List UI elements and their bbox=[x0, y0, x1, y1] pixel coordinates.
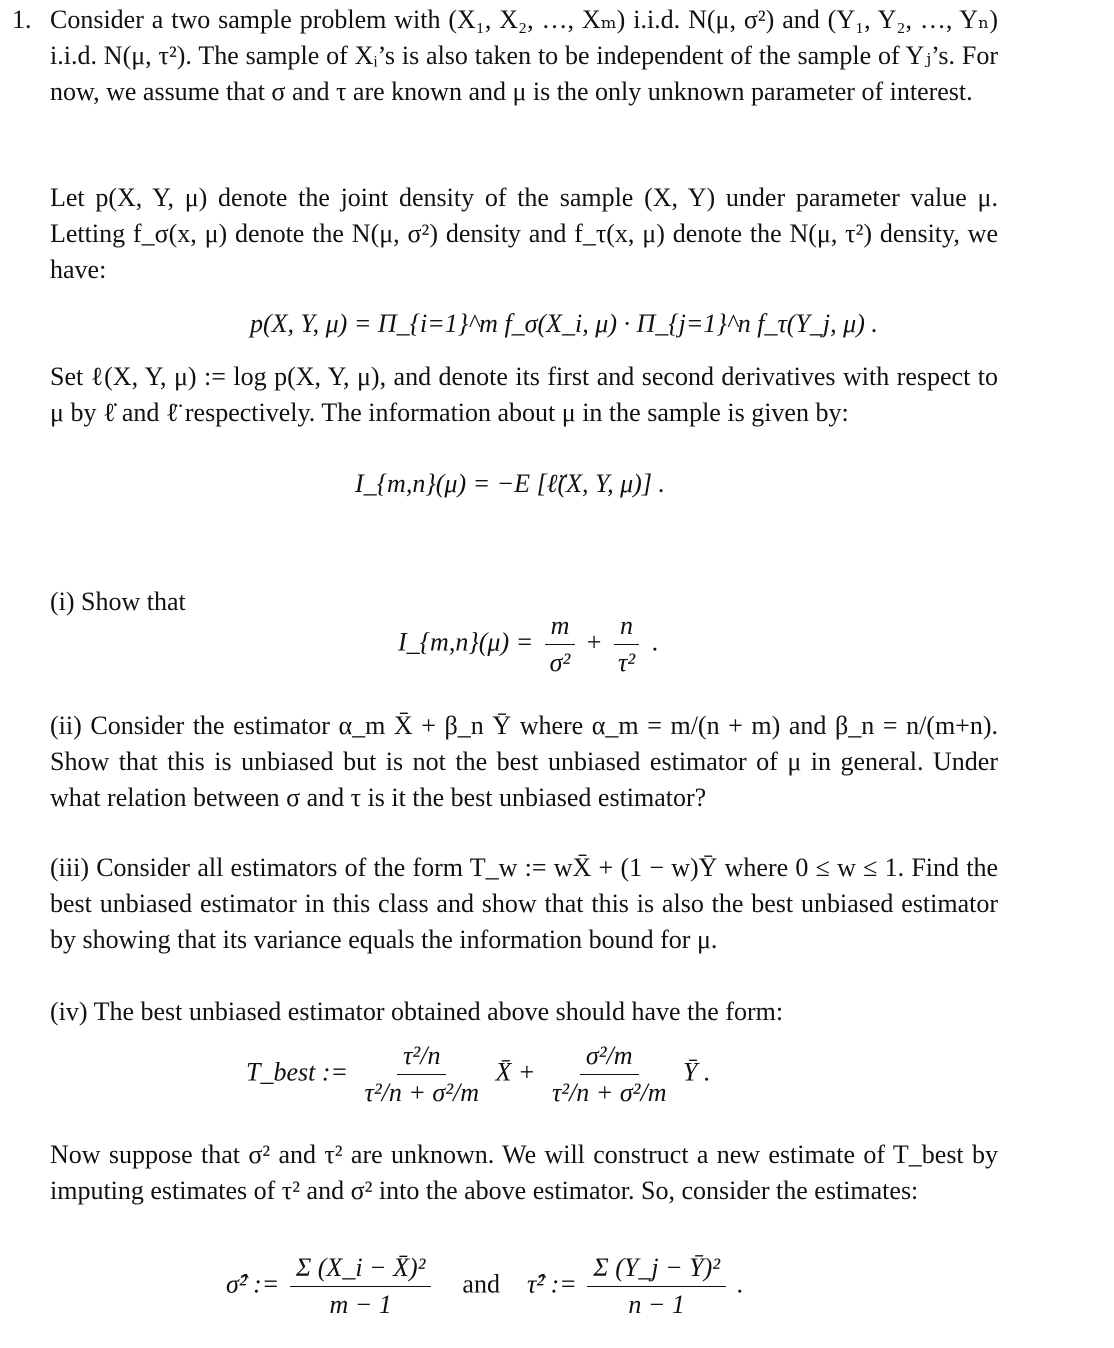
eq-best-lhs: T_best := bbox=[246, 1057, 349, 1087]
eq-best-mid: X̄ + bbox=[495, 1057, 536, 1087]
loglik-paragraph: Set ℓ(X, Y, μ) := log p(X, Y, μ), and denote its first and second derivatives with respect to μ by ℓ̇ and ℓ̈ respectively. The information about μ in the sample is given by: bbox=[50, 362, 998, 427]
eq-est-sigma-fraction bbox=[290, 1252, 432, 1321]
problem-intro: Consider a two sample problem with (X₁, X₂, …, Xₘ) i.i.d. N(μ, σ²) and (Y₁, Y₂, …, Yₙ) i.i.d. N(μ, τ²). The sample of Xᵢ’s is also taken to be independent of the sample of Yⱼ’s. For now, we assume that σ and τ are known and μ is the only unknown parameter of interest. bbox=[50, 5, 998, 106]
eq-best-f1-den: τ²/n + σ²/m bbox=[364, 1078, 480, 1107]
eq-est-sig-lhs: σ̂² := bbox=[226, 1269, 280, 1299]
eq-i-fraction-m bbox=[544, 610, 577, 679]
equation-t-best bbox=[246, 1040, 710, 1109]
part-iii-paragraph: (iii) Consider all estimators of the form T_w := wX̄ + (1 − w)Ȳ where 0 ≤ w ≤ 1. Find the best unbiased estimator in this class and show that this is also the best unbiased estimator by showing that its variance equals the information bound for μ. bbox=[50, 853, 998, 954]
problem-number: 1. bbox=[12, 5, 32, 34]
eq-i-fraction-n bbox=[612, 610, 641, 679]
equation-part-i bbox=[398, 610, 658, 679]
eq-best-fraction-x bbox=[359, 1040, 486, 1109]
eq-i-plus: + bbox=[586, 627, 602, 657]
eq-i-end: . bbox=[651, 627, 659, 657]
eq-i-frac1-den: σ² bbox=[549, 648, 571, 677]
eq-i-frac1-num: m bbox=[545, 610, 576, 645]
equation-joint-density: p(X, Y, μ) = Π_{i=1}^m f_σ(X_i, μ) · Π_{j=1}^n f_τ(Y_j, μ) . bbox=[250, 309, 878, 338]
eq-i-lhs: I_{m,n}(μ) = bbox=[398, 627, 534, 657]
eq-est-sig-den: m − 1 bbox=[329, 1290, 392, 1319]
eq-best-f2-num: σ²/m bbox=[580, 1040, 639, 1075]
unknown-variance-paragraph: Now suppose that σ² and τ² are unknown. We will construct a new estimate of T_best by imputing estimates of τ² and σ² into the above estimator. So, consider the estimates: bbox=[50, 1140, 998, 1205]
eq-best-f1-num: τ²/n bbox=[397, 1040, 446, 1075]
equation-information: I_{m,n}(μ) = −E [ℓ̈(X, Y, μ)] . bbox=[355, 469, 665, 498]
eq-est-tau-num: Σ (Y_j − Ȳ)² bbox=[587, 1252, 726, 1287]
eq-best-fraction-y bbox=[546, 1040, 673, 1109]
equation-estimates bbox=[226, 1252, 743, 1321]
part-iv-paragraph: (iv) The best unbiased estimator obtained above should have the form: bbox=[50, 997, 784, 1026]
eq-est-tau-fraction bbox=[587, 1252, 726, 1321]
eq-est-and: and bbox=[462, 1269, 500, 1299]
eq-est-sig-num: Σ (X_i − X̄)² bbox=[290, 1252, 432, 1287]
eq-i-frac2-num: n bbox=[614, 610, 639, 645]
eq-best-end: Ȳ . bbox=[682, 1057, 711, 1087]
eq-est-end: . bbox=[736, 1269, 744, 1299]
eq-est-tau-lhs: τ̂² := bbox=[526, 1269, 577, 1299]
eq-best-f2-den: τ²/n + σ²/m bbox=[551, 1078, 667, 1107]
density-paragraph: Let p(X, Y, μ) denote the joint density of the sample (X, Y) under parameter value μ. Letting f_σ(x, μ) denote the N(μ, σ²) density and f_τ(x, μ) denote the N(μ, τ²) density, we have: bbox=[50, 183, 998, 284]
eq-i-frac2-den: τ² bbox=[617, 648, 636, 677]
eq-est-tau-den: n − 1 bbox=[628, 1290, 685, 1319]
part-i-label: (i) Show that bbox=[50, 587, 186, 616]
part-ii-paragraph: (ii) Consider the estimator α_m X̄ + β_n Ȳ where α_m = m/(n + m) and β_n = n/(m+n). Show that this is unbiased but is not the best unbiased estimator of μ in general. Under what relation between σ and τ is it the best unbiased estimator? bbox=[50, 711, 998, 812]
